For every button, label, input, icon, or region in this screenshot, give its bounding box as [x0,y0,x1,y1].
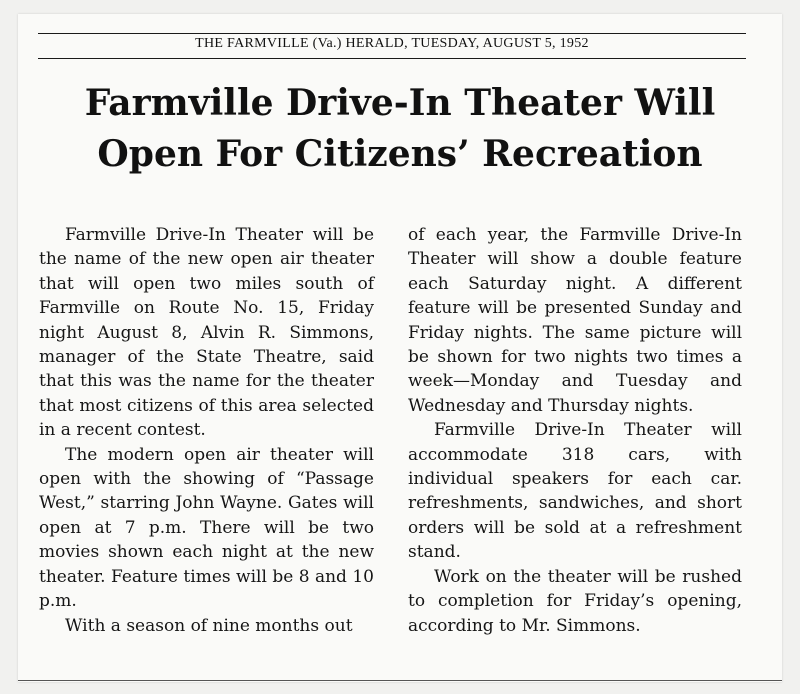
clipping-bottom-edge [18,680,782,681]
newspaper-clipping [18,14,782,682]
article-paragraph-continued: of each year, the Farmville Drive-In Theater will show a double feature each Saturday night. A different feature will be presented Sunday and Friday nights. The same picture will be shown for two nights two times a week—Monday and Tuesday and Wednesday and Thursday nights. [408,225,742,416]
masthead-top-rule [38,33,746,34]
headline-line-1: Farmville Drive-In Theater Will [84,82,716,124]
article-paragraph: With a season of nine months out [65,615,353,636]
article-column-right [408,223,742,638]
article-paragraph: The modern open air theater will open with the showing of “Passage West,” starring John Wayne. Gates will open at 7 p.m. There will be two movies shown each night at the new theater. Feature times will be 8 and 10 p.m. [39,444,374,612]
article-paragraph: Farmville Drive-In Theater will accommodate 318 cars, with individual speakers for each car. refreshments, sandwiches, and short orders will be sold at a refreshment stand. [408,420,742,563]
article-paragraph: Work on the theater will be rushed to completion for Friday’s opening, according to Mr. Simmons. [408,566,742,636]
masthead-dateline: THE FARMVILLE (Va.) HERALD, TUESDAY, AUGUST 5, 1952 [195,36,589,51]
masthead-bottom-rule [38,58,746,59]
article-column-left [39,223,374,638]
article-headline [18,78,782,180]
article-paragraph: Farmville Drive-In Theater will be the name of the new open air theater that will open two miles south of Farmville on Route No. 15, Friday night August 8, Alvin R. Simmons, manager of the State Theatre, said that this was the name for the theater that most citizens of this area selected in a recent contest. [39,225,374,441]
headline-line-2: Open For Citizens’ Recreation [97,133,703,175]
